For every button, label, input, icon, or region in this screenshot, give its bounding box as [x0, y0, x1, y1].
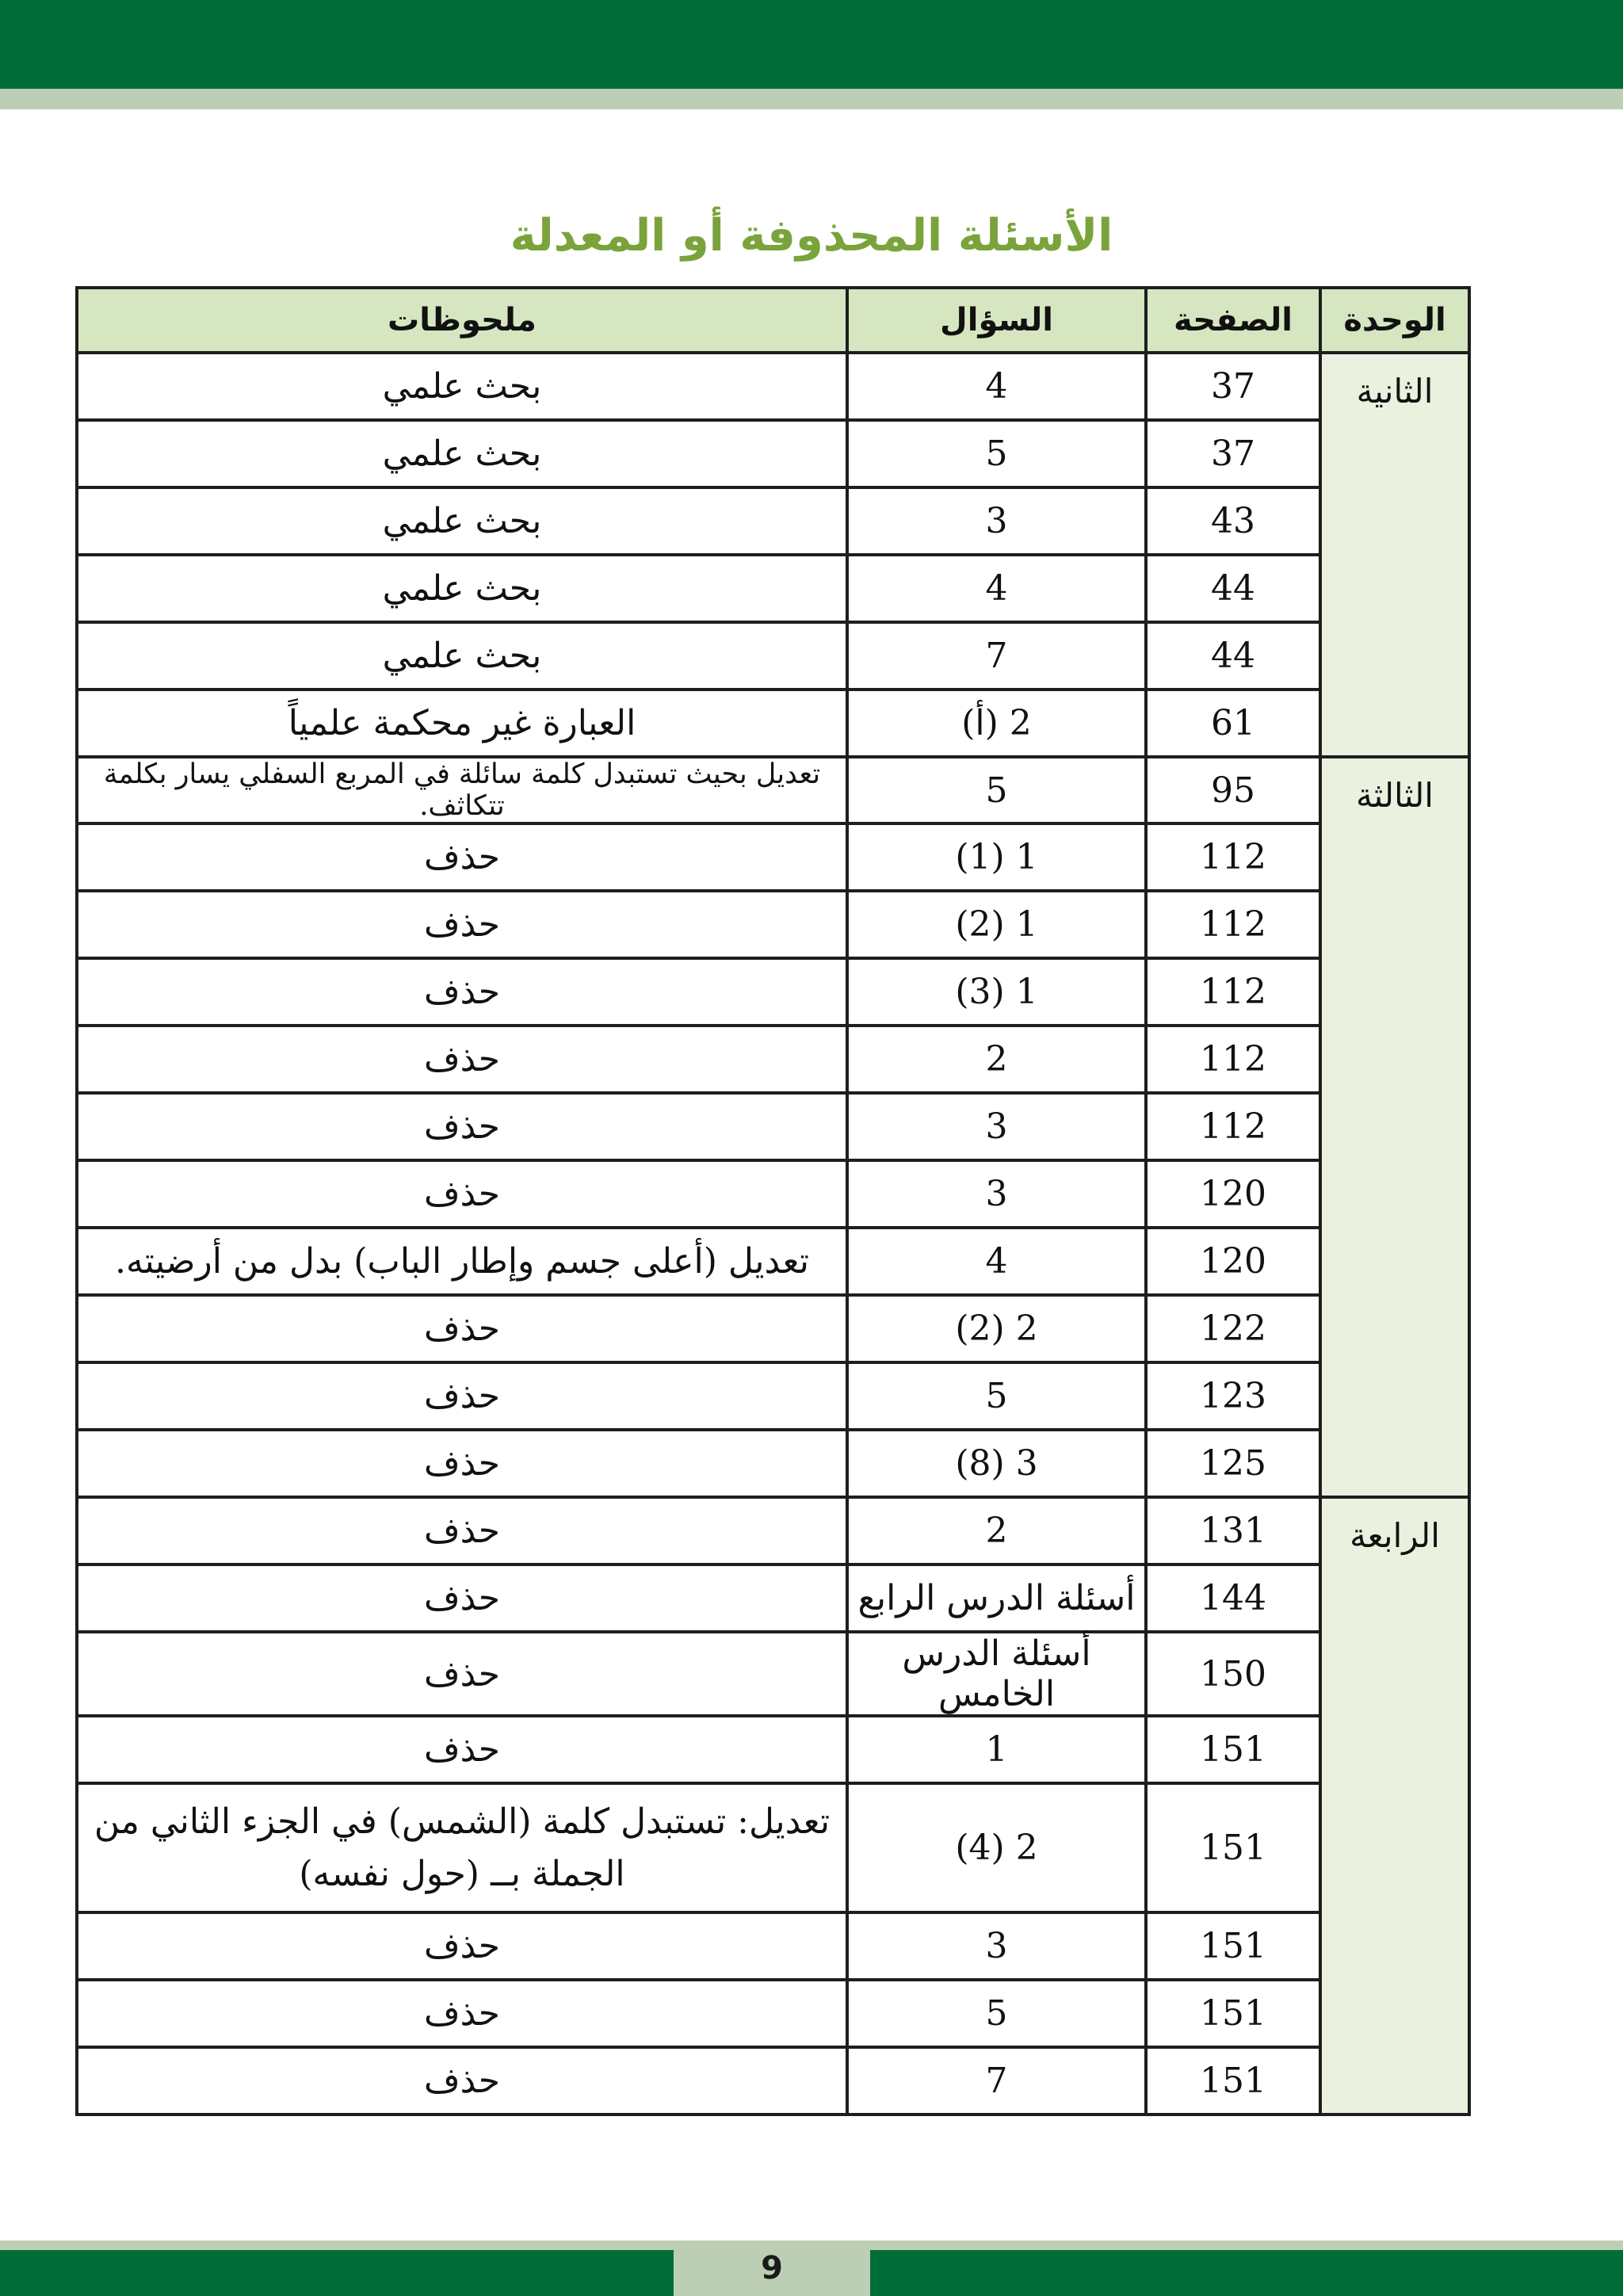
- page-cell: 112: [1146, 1026, 1320, 1093]
- page-cell: 151: [1146, 1716, 1320, 1783]
- page-cell: 112: [1146, 891, 1320, 958]
- page-cell: 112: [1146, 1093, 1320, 1160]
- note-cell: حذف: [77, 1632, 847, 1716]
- table-row: [77, 1026, 1469, 1093]
- page-cell: 37: [1146, 353, 1320, 420]
- table-row: [77, 891, 1469, 958]
- question-cell: 3: [847, 487, 1146, 555]
- page-cell: 131: [1146, 1497, 1320, 1564]
- page-cell: 43: [1146, 487, 1320, 555]
- note-cell: حذف: [77, 2047, 847, 2115]
- page-cell: 123: [1146, 1362, 1320, 1430]
- table-row: [77, 1912, 1469, 1980]
- page-cell: 120: [1146, 1228, 1320, 1295]
- table-row: [77, 1564, 1469, 1632]
- page-cell: 120: [1146, 1160, 1320, 1228]
- page-cell: 150: [1146, 1632, 1320, 1716]
- unit-cell: الثالثة: [1320, 757, 1469, 1497]
- note-cell: حذف: [77, 1912, 847, 1980]
- table-row: [77, 1632, 1469, 1716]
- table-row: [77, 1362, 1469, 1430]
- question-cell: 2: [847, 1497, 1146, 1564]
- question-cell: 3: [847, 1912, 1146, 1980]
- table-row: [77, 420, 1469, 487]
- note-cell: حذف: [77, 1716, 847, 1783]
- question-cell: 7: [847, 622, 1146, 690]
- page-cell: 125: [1146, 1430, 1320, 1497]
- note-cell: تعديل (أعلى جسم وإطار الباب) بدل من أرضيته.: [77, 1228, 847, 1295]
- table-row: [77, 1716, 1469, 1783]
- note-cell: بحث علمي: [77, 487, 847, 555]
- footer-band-left: [0, 2250, 674, 2296]
- note-cell: بحث علمي: [77, 622, 847, 690]
- table-row: [77, 1497, 1469, 1564]
- table-row: [77, 1295, 1469, 1362]
- question-cell: 5: [847, 420, 1146, 487]
- note-cell: حذف: [77, 1564, 847, 1632]
- table-row: [77, 1160, 1469, 1228]
- note-cell: حذف: [77, 1026, 847, 1093]
- note-cell: حذف: [77, 823, 847, 891]
- question-cell: أسئلة الدرس الرابع: [847, 1564, 1146, 1632]
- deleted-questions-table: [75, 286, 1471, 2116]
- page-cell: 61: [1146, 690, 1320, 757]
- question-cell: 5: [847, 757, 1146, 823]
- table-header-row: [77, 288, 1469, 353]
- page-cell: 44: [1146, 622, 1320, 690]
- header-page: الصفحة: [1146, 288, 1320, 353]
- question-cell: 4: [847, 1228, 1146, 1295]
- note-cell: بحث علمي: [77, 420, 847, 487]
- question-cell: أسئلة الدرس الخامس: [847, 1632, 1146, 1716]
- table-row: [77, 1980, 1469, 2047]
- note-cell: حذف: [77, 1980, 847, 2047]
- table-row: [77, 1430, 1469, 1497]
- page-cell: 151: [1146, 1912, 1320, 1980]
- page-cell: 112: [1146, 958, 1320, 1026]
- table-row: [77, 690, 1469, 757]
- note-cell: حذف: [77, 1160, 847, 1228]
- question-cell: 2 (2): [847, 1295, 1146, 1362]
- question-cell: 5: [847, 1362, 1146, 1430]
- table-row: [77, 1783, 1469, 1912]
- page-title: الأسئلة المحذوفة أو المعدلة: [510, 210, 1113, 262]
- note-cell: حذف: [77, 1295, 847, 1362]
- header-question: السؤال: [847, 288, 1146, 353]
- header-accent-strip: [0, 89, 1623, 109]
- question-cell: 7: [847, 2047, 1146, 2115]
- page-cell: 112: [1146, 823, 1320, 891]
- note-cell: تعديل بحيث تستبدل كلمة سائلة في المربع السفلي يسار بكلمة تتكاثف.: [77, 757, 847, 823]
- note-cell: بحث علمي: [77, 555, 847, 622]
- note-cell: حذف: [77, 1497, 847, 1564]
- note-cell: بحث علمي: [77, 353, 847, 420]
- page-number: 9: [674, 2241, 870, 2296]
- table-row: [77, 622, 1469, 690]
- table-row: [77, 1228, 1469, 1295]
- page-cell: 95: [1146, 757, 1320, 823]
- table-row: [77, 2047, 1469, 2115]
- question-cell: 1: [847, 1716, 1146, 1783]
- question-cell: 3 (8): [847, 1430, 1146, 1497]
- table-row: [77, 757, 1469, 823]
- page-cell: 44: [1146, 555, 1320, 622]
- unit-cell: الرابعة: [1320, 1497, 1469, 2115]
- note-cell: حذف: [77, 1093, 847, 1160]
- question-cell: 5: [847, 1980, 1146, 2047]
- question-cell: 2 (4): [847, 1783, 1146, 1912]
- question-cell: 1 (2): [847, 891, 1146, 958]
- page-cell: 144: [1146, 1564, 1320, 1632]
- note-cell: العبارة غير محكمة علمياً: [77, 690, 847, 757]
- note-cell: حذف: [77, 1362, 847, 1430]
- header-notes: ملحوظات: [77, 288, 847, 353]
- question-cell: 4: [847, 555, 1146, 622]
- table-row: [77, 353, 1469, 420]
- note-cell: حذف: [77, 891, 847, 958]
- question-cell: 3: [847, 1160, 1146, 1228]
- table-row: [77, 958, 1469, 1026]
- page-cell: 151: [1146, 1783, 1320, 1912]
- question-cell: 2: [847, 1026, 1146, 1093]
- table-row: [77, 1093, 1469, 1160]
- page-cell: 151: [1146, 2047, 1320, 2115]
- page-cell: 151: [1146, 1980, 1320, 2047]
- note-cell: تعديل: تستبدل كلمة (الشمس) في الجزء الثاني من الجملة بــ (حول نفسه): [77, 1783, 847, 1912]
- table-row: [77, 823, 1469, 891]
- footer-band-right: [870, 2250, 1623, 2296]
- note-cell: حذف: [77, 958, 847, 1026]
- question-cell: 1 (3): [847, 958, 1146, 1026]
- question-cell: 2 (أ): [847, 690, 1146, 757]
- page-cell: 37: [1146, 420, 1320, 487]
- table-row: [77, 487, 1469, 555]
- question-cell: 1 (1): [847, 823, 1146, 891]
- header-band: [0, 0, 1623, 89]
- question-cell: 3: [847, 1093, 1146, 1160]
- unit-cell: الثانية: [1320, 353, 1469, 757]
- table-row: [77, 555, 1469, 622]
- question-cell: 4: [847, 353, 1146, 420]
- header-unit: الوحدة: [1320, 288, 1469, 353]
- page-cell: 122: [1146, 1295, 1320, 1362]
- note-cell: حذف: [77, 1430, 847, 1497]
